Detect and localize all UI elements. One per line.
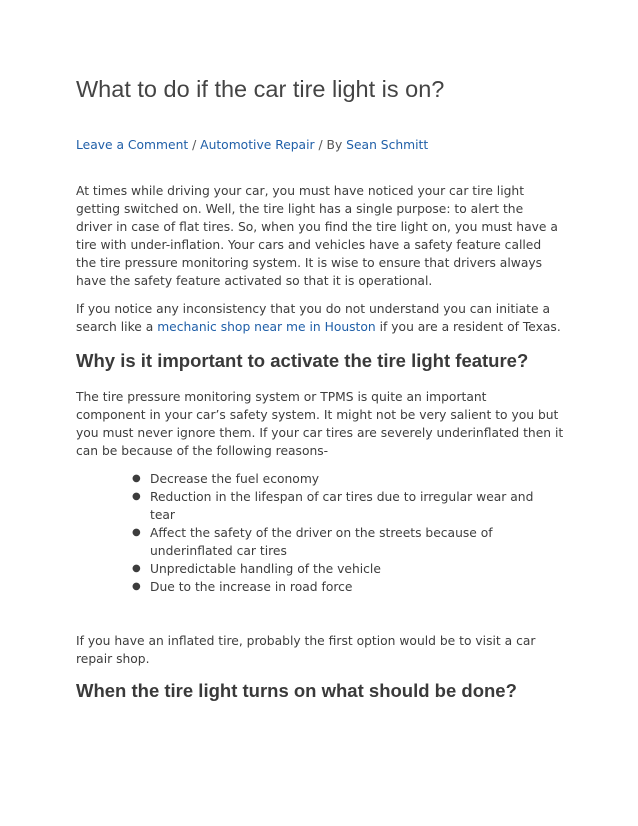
category-link[interactable]: Automotive Repair <box>200 138 315 152</box>
paragraph-line: can be because of the following reasons- <box>76 444 329 458</box>
bullet-icon: ● <box>132 473 141 484</box>
paragraph-line: getting switched on. Well, the tire light has a single purpose: to alert the <box>76 202 524 216</box>
list-item-text: Reduction in the lifespan of car tires due to irregular wear and <box>150 490 534 504</box>
list-item-text: Decrease the fuel economy <box>150 472 320 486</box>
author-link[interactable]: Sean Schmitt <box>346 138 429 152</box>
list-item-text: Affect the safety of the driver on the streets because of <box>150 526 493 540</box>
intro-paragraph <box>76 182 566 290</box>
leave-comment-link[interactable]: Leave a Comment <box>76 138 189 152</box>
list-item <box>132 488 552 524</box>
meta-separator-by: / By <box>314 138 347 152</box>
tpms-paragraph <box>76 388 566 460</box>
paragraph-line: tire with under-inflation. Your cars and vehicles have a safety feature called <box>76 238 542 252</box>
paragraph-line <box>76 318 566 336</box>
list-item <box>132 470 552 488</box>
paragraph-line: have the safety feature activated so that it is operational. <box>76 274 433 288</box>
list-item-text: tear <box>150 508 175 522</box>
meta-separator: / <box>188 138 201 152</box>
paragraph-text: search like a <box>76 320 158 334</box>
section-heading-what-to-do: When the tire light turns on what should be done? <box>76 680 517 701</box>
page-title: What to do if the car tire light is on? <box>76 76 445 102</box>
bullet-icon: ● <box>132 581 141 592</box>
reasons-list <box>132 470 552 596</box>
list-item <box>132 524 552 560</box>
search-paragraph <box>76 300 566 336</box>
mechanic-shop-link[interactable]: mechanic shop near me in Houston <box>157 320 376 334</box>
paragraph-text: if you are a resident of Texas. <box>375 320 561 334</box>
paragraph-line: driver in case of flat tires. So, when you find the tire light on, you must have a <box>76 220 558 234</box>
list-item-text: Unpredictable handling of the vehicle <box>150 562 381 576</box>
list-item-text: Due to the increase in road force <box>150 580 353 594</box>
list-item <box>132 560 552 578</box>
section-heading-importance: Why is it important to activate the tire light feature? <box>76 350 529 371</box>
bullet-icon: ● <box>132 491 141 502</box>
paragraph-line: If you notice any inconsistency that you do not understand you can initiate a <box>76 302 551 316</box>
list-item-text: underinflated car tires <box>150 544 287 558</box>
bullet-icon: ● <box>132 563 141 574</box>
paragraph-line: you must never ignore them. If your car tires are severely underinflated then it <box>76 426 564 440</box>
post-meta <box>76 138 428 152</box>
paragraph-line: If you have an inflated tire, probably the first option would be to visit a car <box>76 634 536 648</box>
inflated-paragraph <box>76 632 566 668</box>
paragraph-line: component in your car’s safety system. It might not be very salient to you but <box>76 408 559 422</box>
paragraph-line: The tire pressure monitoring system or TPMS is quite an important <box>76 390 487 404</box>
list-item <box>132 578 552 596</box>
paragraph-line: repair shop. <box>76 652 150 666</box>
bullet-icon: ● <box>132 527 141 538</box>
paragraph-line: the tire pressure monitoring system. It is wise to ensure that drivers always <box>76 256 543 270</box>
paragraph-line: At times while driving your car, you must have noticed your car tire light <box>76 184 525 198</box>
